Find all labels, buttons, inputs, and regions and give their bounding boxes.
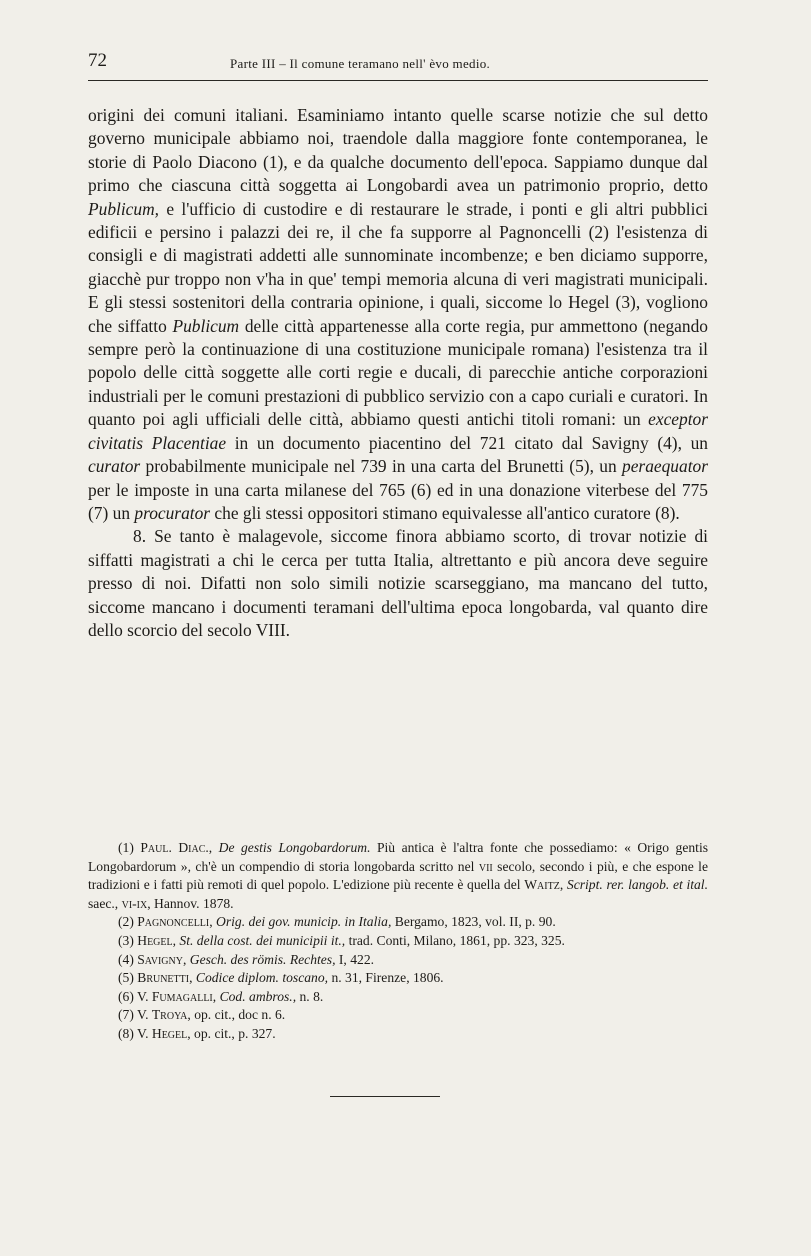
end-rule (330, 1096, 440, 1097)
main-text (88, 104, 708, 642)
footnote-5: (5) Brunetti, Codice diplom. toscano, n. 31, Firenze, 1806. (118, 970, 444, 986)
footnote-4: (4) Savigny, Gesch. des römis. Rechtes, I, 422. (118, 951, 375, 967)
footnote-8: (8) V. Hegel, op. cit., p. 327. (118, 1025, 276, 1041)
page-number: 72 (88, 50, 107, 71)
footnote-6: (6) V. Fumagalli, Cod. ambros., n. 8. (118, 988, 324, 1004)
footnote-1: (1) Paul. Diac., De gestis Longobardorum. Più antica è l'altra fonte che possediamo: « Origo gentis Longobardorum », ch'è un compendio di storia longobarda scritto nel vii secolo, secondo i più, e che espone le tradizioni e i fatti più remoti di quel popolo. L'edizione più recente è quella del Waitz, Script. rer. langob. et ital. saec., vi-ix, Hannov. 1878. (88, 840, 709, 911)
footnotes (88, 839, 708, 1044)
page-header (88, 50, 708, 81)
paragraph-1: origini dei comuni italiani. Esaminiamo intanto quelle scarse notizie che sul detto governo municipale abbiamo noi, traendole dalla maggiore fonte contemporanea, le storie di Paolo Diacono (1), e da qualche documento dell'epoca. Sappiamo dunque dal primo che ciascuna città soggetta ai Longobardi avea un patrimonio proprio, detto Publicum, e l'ufficio di custodire e di restaurare le strade, i ponti e gli altri pubblici edificii e persino i palazzi dei re, il che fa supporre al Pagnoncelli (2) l'esistenza di consigli e di magistrati addetti alle sunnominate incombenze; e ben diciamo supporre, giacchè pur troppo non v'ha in que' tempi memoria alcuna di veri magistrati municipali. E gli stessi sostenitori della contraria opinione, i quali, siccome lo Hegel (3), vogliono che siffatto Publicum delle città appartenesse alla corte regia, pur ammettono (negando sempre però la continuazione di una costituzione municipale romana) l'esistenza tra il popolo delle città soggette alle corti regie e ducali, di parecchie antiche corporazioni industriali per le comuni prestazioni di pubblico servizio con a capo curiali e curatori. In quanto poi agli ufficiali delle città, abbiamo questi antichi titoli romani: un exceptor civitatis Placentiae in un documento piacentino del 721 citato dal Savigny (4), un curator probabilmente municipale nel 739 in una carta del Brunetti (5), un peraequator per le imposte in una carta milanese del 765 (6) ed in una donazione viterbese del 775 (7) un procurator che gli stessi oppositori stimano equivalesse all'antico curatore (8). (88, 105, 708, 523)
footnote-2: (2) Pagnoncelli, Orig. dei gov. municip. in Italia, Bergamo, 1823, vol. II, p. 90. (118, 914, 556, 930)
paragraph-2: 8. Se tanto è malagevole, siccome finora abbiamo scorto, di trovar notizie di siffatti magistrati a chi le cerca per tutta Italia, altrettanto e più ancora deve seguire presso di noi. Difatti non solo simili notizie scarseggiano, ma mancano del tutto, siccome mancano i documenti teramani dell'ultima epoca longobarda, val quanto dire dello scorcio del secolo VIII. (88, 526, 708, 640)
footnote-3: (3) Hegel, St. della cost. dei municipii it., trad. Conti, Milano, 1861, pp. 323, 325. (118, 932, 565, 948)
footnote-7: (7) V. Troya, op. cit., doc n. 6. (118, 1007, 286, 1023)
running-title: Parte III – Il comune teramano nell' èvo medio. (230, 56, 491, 71)
